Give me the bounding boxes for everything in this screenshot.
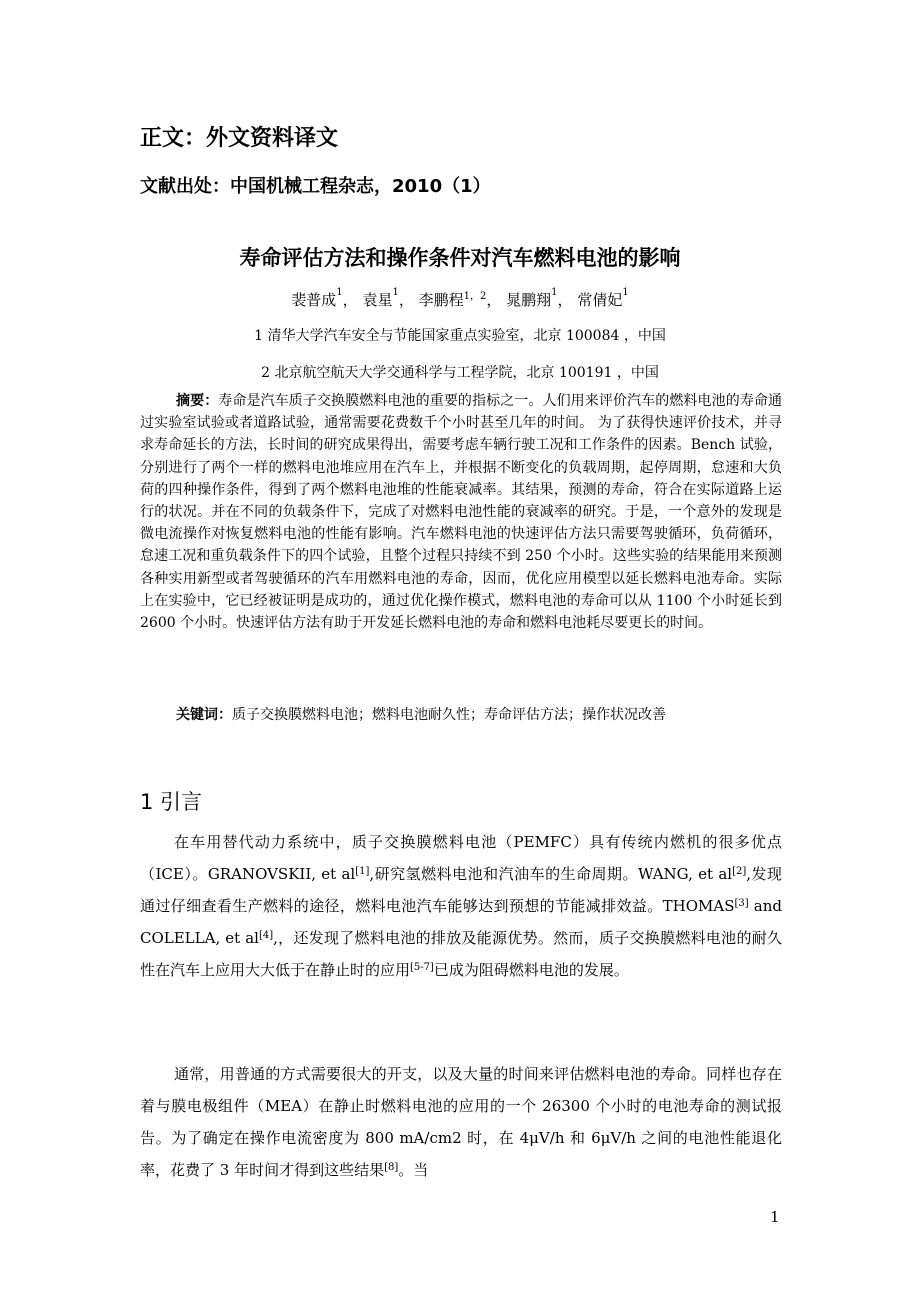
paragraph-text: 。当 [398,1161,429,1179]
abstract [140,390,782,634]
source-line: 文献出处：中国机械工程杂志，2010（1） [140,176,491,197]
paragraph-text: 通常，用普通的方式需要很大的开支，以及大量的时间来评估燃料电池的寿命。同样也存在着与膜电极组件（MEA）在静止时燃料电池的应用的一个 26300 个小时的电池寿命的测试报告。为了确定在操作电流密度为 800 mA/cm2 时，在 4μV/h 和 6μV/h 之间的电池性能退化率，花费了 3 年时间才得到这些结果 [140,1065,782,1179]
citation-ref: [3] [734,898,749,909]
citation-ref: [1] [355,866,370,877]
author-affiliation-mark: 1，2 [463,291,487,302]
keywords [176,704,666,724]
section-title: 1 引言 [140,790,203,814]
author-name: 裴普成 [291,291,337,309]
paragraph-1 [140,826,782,986]
paragraph-text: 已成为阻碍燃料电池的发展。 [433,961,629,979]
author-affiliation-mark: 1 [392,287,399,298]
citation-ref: [2] [732,866,747,877]
author-affiliation-mark: 1 [336,287,343,298]
author-list: 裴普成$^1$， 袁星$^1$， 李鹏程$^{1,2}$， 晁鹏翔$^1$， 常倩妃$^1$ [291,287,629,309]
paragraph-text: 在车用替代动力系统中，质子交换膜燃料电池（PEMFC）具有传统内燃机的很多优点（ICE）。GRANOVSKII, et al [140,833,782,883]
author-name: 常倩妃 [577,291,623,309]
citation-ref: [4] [258,930,274,941]
affiliation-2: 2 北京航空航天大学交通科学与工程学院，北京 100191 ，中国 [261,365,659,381]
keywords-text: 质子交换膜燃料电池；燃料电池耐久性；寿命评估方法；操作状况改善 [232,707,666,723]
citation-ref: [5-7] [410,962,434,973]
paragraph-text: ,研究氢燃料电池和汽油车的生命周期。WANG, et al [369,865,733,883]
keywords-label: 关键词： [176,707,232,723]
paper-title: 寿命评估方法和操作条件对汽车燃料电池的影响 [239,246,681,270]
affiliation-1: 1 清华大学汽车安全与节能国家重点实验室，北京 100084 ，中国 [254,328,666,344]
author-name: 李鹏程 [418,291,464,309]
abstract-label: 摘要： [176,393,219,409]
paragraph-2 [140,1058,782,1186]
author-affiliation-mark: 1 [622,287,629,298]
author-name: 晁鹏翔 [506,291,552,309]
author-name: 袁星 [362,291,393,309]
section-heading: 正文：外文资料译文 [140,126,339,151]
paragraph-text: ,，还发现了燃料电池的排放及能源优势。然而，质子交换膜燃料电池的耐久性在汽车上应用大大低于在静止时的应用 [140,929,783,979]
paragraph-text: and COLELLA, et al [140,897,782,947]
abstract-text: 寿命是汽车质子交换膜燃料电池的重要的指标之一。人们用来评价汽车的燃料电池的寿命通过实验室试验或者道路试验，通常需要花费数千个小时甚至几年的时间。 为了获得快速评价技术，并寻求寿命延长的方法，长时间的研究成果得出，需要考虑车辆行驶工况和工作条件的因素。Bench 试验，分别进行了两个一样的燃料电池堆应用在汽车上，并根据不断变化的负载周期，起停周期，怠速和大负荷的四种操作条件，得到了两个燃料电池堆的性能衰减率。其结果，预测的寿命，符合在实际道路上运行的状况。并在不同的负载条件下，完成了对燃料电池性能的衰减率的研究。于是，一个意外的发现是微电流操作对恢复燃料电池的性能有影响。汽车燃料电池的快速评估方法只需要驾驶循环，负荷循环，怠速工况和重负载条件下的四个试验，且整个过程只持续不到 250 个小时。这些实验的结果能用来预测各种实用新型或者驾驶循环的汽车用燃料电池的寿命，因而，优化应用模型以延长燃料电池寿命。实际上在实验中，它已经被证明是成功的，通过优化操作模式，燃料电池的寿命可以从 1100 个小时延长到 2600 个小时。快速评估方法有助于开发延长燃料电池的寿命和燃料电池耗尽要更长的时间。 [140,393,783,632]
paragraph-text: ,发现通过仔细查看生产燃料的途径，燃料电池汽车能够达到预想的节能减排效益。THOMAS [140,865,782,915]
citation-ref: [8] [384,1162,399,1173]
page-number: 1 [770,1208,780,1226]
author-affiliation-mark: 1 [551,287,558,298]
